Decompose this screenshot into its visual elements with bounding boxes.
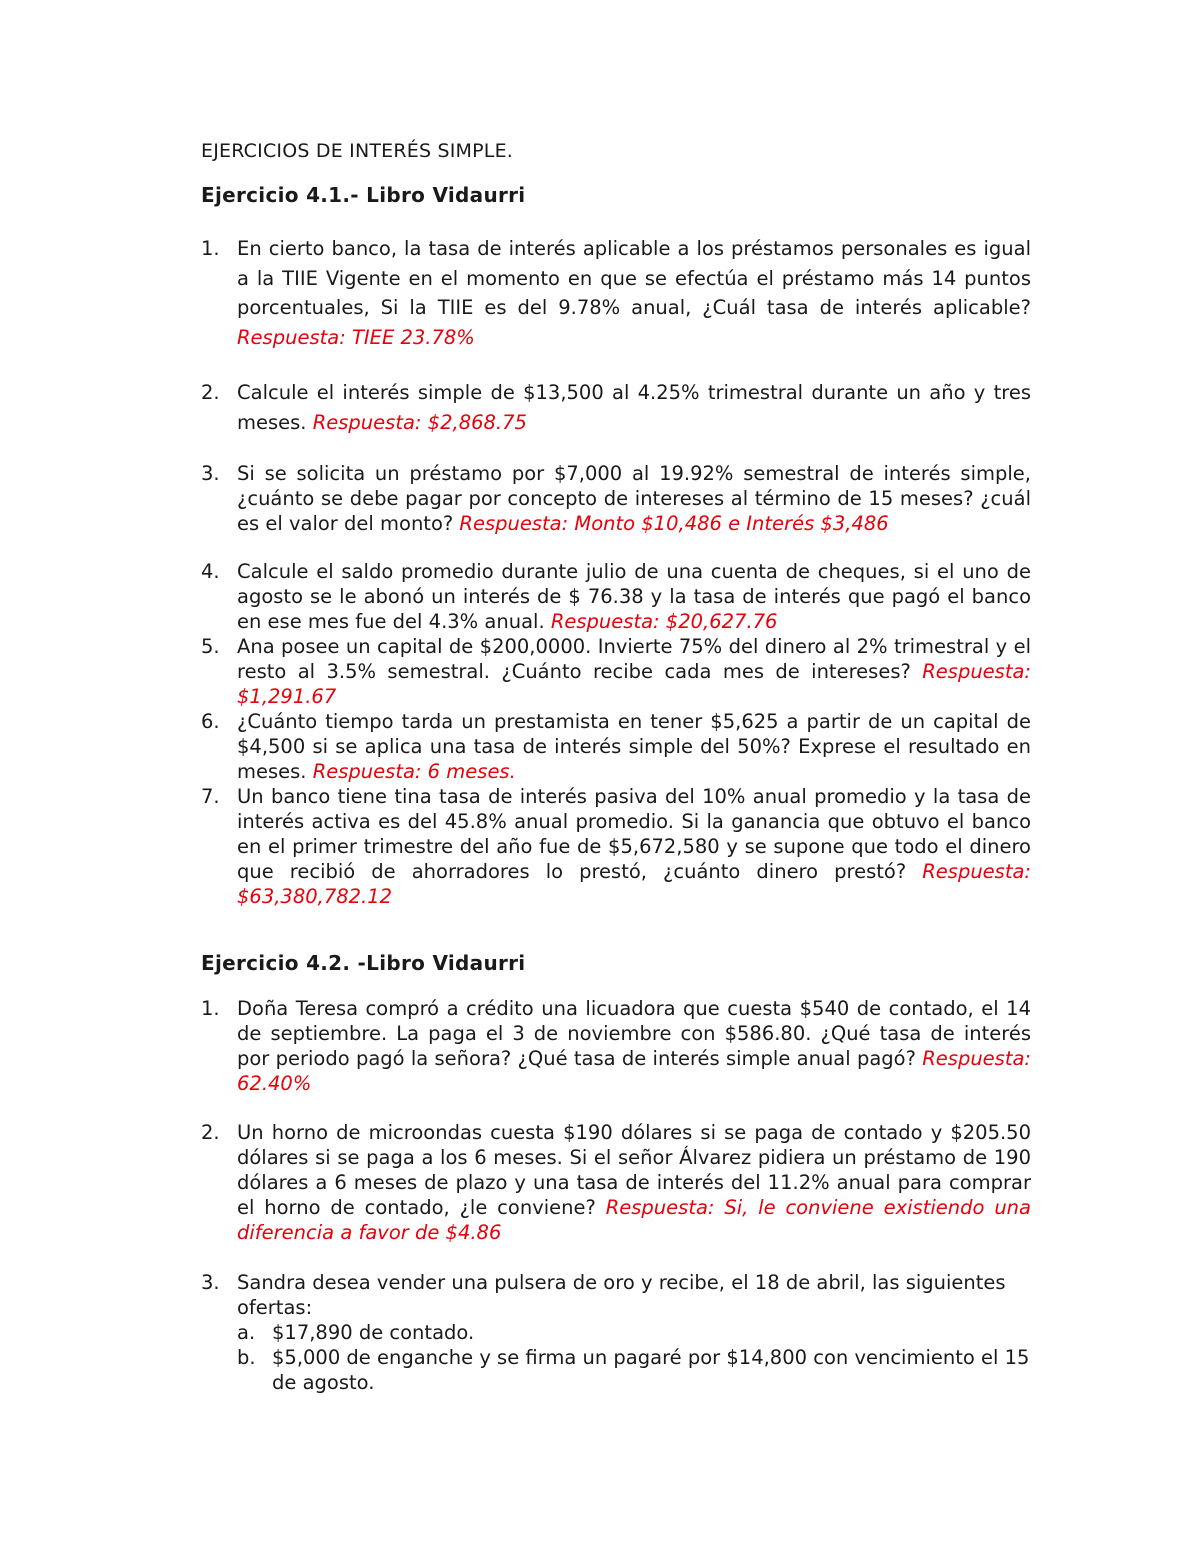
section-heading-4-1: Ejercicio 4.1.- Libro Vidaurri <box>201 183 526 207</box>
document-title: EJERCICIOS DE INTERÉS SIMPLE. <box>201 140 514 162</box>
answer-text: Respuesta: TIEE 23.78% <box>237 325 475 349</box>
item-body <box>237 709 1031 784</box>
answer-text: Respuesta: $20,627.76 <box>550 610 778 633</box>
option-letter: b. <box>237 1346 256 1369</box>
item-body <box>237 559 1031 634</box>
item-text: Si se solicita un préstamo por $7,000 al 19.92% semestral de interés simple, ¿cuánto se debe pagar por concepto de intereses al término de 15 meses? ¿cuál es el valor del monto? <box>237 462 1031 535</box>
item-body <box>237 234 1031 352</box>
item-text: Un horno de microondas cuesta $190 dólares si se paga de contado y $205.50 dólares si se paga a los 6 meses. Si el señor Álvarez pidiera un préstamo de 190 dólares a 6 meses de plazo y una tasa de interés del 11.2% anual para comprar el horno de contado, ¿le conviene? <box>237 1121 1031 1219</box>
item-text: Calcule el saldo promedio durante julio de una cuenta de cheques, si el uno de agosto se le abonó un interés de $ 76.38 y la tasa de interés que pagó el banco en ese mes fue del 4.3% anual. <box>237 560 1031 633</box>
item-number: 1. <box>201 997 220 1020</box>
item-number: 1. <box>201 237 220 260</box>
exercise-4-2-item-3 <box>201 1270 1031 1320</box>
exercise-4-2-item-1 <box>201 996 1031 1096</box>
item-number: 6. <box>201 710 220 733</box>
item-body <box>237 996 1031 1096</box>
item-text: ¿Cuánto tiempo tarda un prestamista en tener $5,625 a partir de un capital de $4,500 si se aplica una tasa de interés simple del 50%? Exprese el resultado en meses. <box>237 710 1031 783</box>
exercise-4-1-item-6 <box>201 709 1031 784</box>
item-number: 3. <box>201 1271 220 1294</box>
answer-text: Respuesta: $1,291.67 <box>237 660 1031 708</box>
item-number: 2. <box>201 381 220 404</box>
item-body <box>237 461 1031 536</box>
exercise-4-1-item-2 <box>201 378 1031 437</box>
option-letter: a. <box>237 1321 256 1344</box>
item-body <box>237 1270 1031 1320</box>
answer-text: Respuesta: Si, le conviene existiendo una diferencia a favor de $4.86 <box>237 1196 1031 1244</box>
answer-text: Respuesta: $63,380,782.12 <box>237 860 1031 908</box>
item-number: 4. <box>201 560 220 583</box>
exercise-4-2-item-3-option-b <box>237 1345 1031 1395</box>
item-number: 5. <box>201 635 220 658</box>
exercise-4-1-item-5 <box>201 634 1031 709</box>
exercise-4-2-item-3-option-a <box>237 1320 1031 1345</box>
answer-text: Respuesta: 6 meses. <box>312 760 516 783</box>
item-number: 7. <box>201 785 220 808</box>
section-heading-4-2: Ejercicio 4.2. -Libro Vidaurri <box>201 951 526 975</box>
answer-text: Respuesta: $2,868.75 <box>312 410 527 434</box>
exercise-4-1-item-4 <box>201 559 1031 634</box>
item-body <box>237 634 1031 709</box>
answer-text: Respuesta: 62.40% <box>237 1047 1031 1095</box>
exercise-4-1-item-3 <box>201 461 1031 536</box>
item-body <box>237 784 1031 909</box>
item-number: 3. <box>201 462 220 485</box>
option-text: $5,000 de enganche y se firma un pagaré por $14,800 con vencimiento el 15 de agosto. <box>272 1346 1030 1394</box>
item-text: Doña Teresa compró a crédito una licuadora que cuesta $540 de contado, el 14 de septiembre. La paga el 3 de noviembre con $586.80. ¿Qué tasa de interés por periodo pagó la señora? ¿Qué tasa de interés simple anual pagó? <box>237 997 1031 1070</box>
exercise-4-1-item-1 <box>201 234 1031 352</box>
item-text: Sandra desea vender una pulsera de oro y recibe, el 18 de abril, las siguientes ofertas: <box>237 1271 1006 1319</box>
exercise-4-2-item-2 <box>201 1120 1031 1245</box>
answer-text: Respuesta: Monto $10,486 e Interés $3,486 <box>459 512 889 535</box>
exercise-4-1-item-7 <box>201 784 1031 909</box>
item-body <box>237 1120 1031 1245</box>
item-number: 2. <box>201 1121 220 1144</box>
option-text: $17,890 de contado. <box>272 1321 475 1344</box>
item-text: En cierto banco, la tasa de interés aplicable a los préstamos personales es igual a la TIIE Vigente en el momento en que se efectúa el préstamo más 14 puntos porcentuales, Si la TIIE es del 9.78% anual, ¿Cuál tasa de interés aplicable? <box>237 237 1031 319</box>
item-text: Ana posee un capital de $200,0000. Invierte 75% del dinero al 2% trimestral y el resto al 3.5% semestral. ¿Cuánto recibe cada mes de intereses? <box>237 635 1031 683</box>
item-text: Calcule el interés simple de $13,500 al 4.25% trimestral durante un año y tres meses. <box>237 381 1031 434</box>
item-body <box>237 378 1031 437</box>
item-text: Un banco tiene tina tasa de interés pasiva del 10% anual promedio y la tasa de interés activa es del 45.8% anual promedio. Si la ganancia que obtuvo el banco en el primer trimestre del año fue de $5,672,580 y se supone que todo el dinero que recibió de ahorradores lo prestó, ¿cuánto dinero prestó? <box>237 785 1031 883</box>
